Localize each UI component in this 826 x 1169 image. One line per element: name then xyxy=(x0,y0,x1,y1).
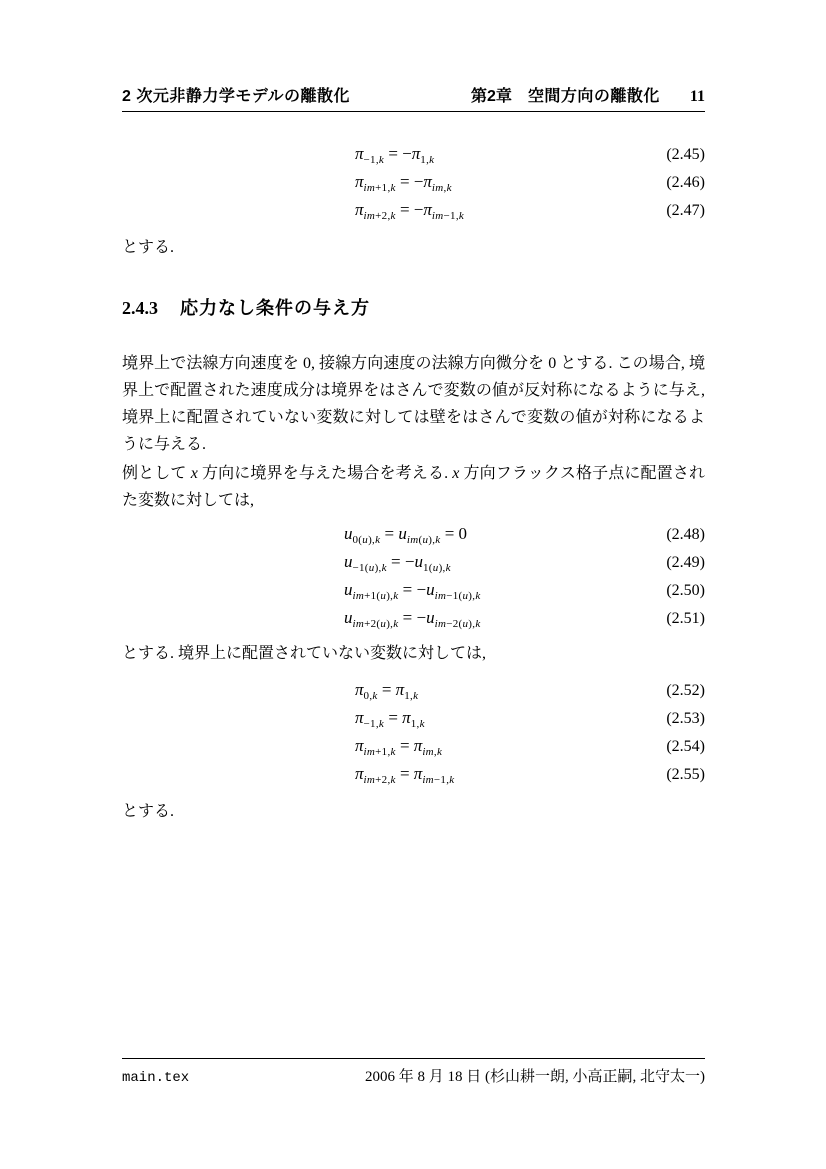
math-token: u xyxy=(426,579,435,599)
math-token: 方向フラックス格子点に配置された変数に対しては, xyxy=(122,465,705,509)
equation-row xyxy=(122,577,705,605)
section-number: 2.4.3 xyxy=(122,298,158,318)
math-token: = xyxy=(377,679,396,699)
math-subscript: +1, xyxy=(375,181,391,194)
math-subscript: ), xyxy=(374,561,382,574)
math-subscript: k xyxy=(390,773,396,786)
math-token: π xyxy=(355,763,364,783)
footer-filename: main.tex xyxy=(122,1070,190,1086)
math-token: u xyxy=(344,551,353,571)
math-token: π xyxy=(411,143,421,163)
equation-number: (2.52) xyxy=(666,682,705,699)
math-subscript: −1, xyxy=(363,717,379,730)
math-subscript: 0, xyxy=(363,689,373,702)
math-token: π xyxy=(355,679,364,699)
math-subscript: k xyxy=(475,617,481,630)
equation-number: (2.55) xyxy=(666,766,705,783)
math-token: = − xyxy=(386,551,415,571)
math-subscript: +2, xyxy=(375,773,391,786)
math-subscript: u xyxy=(380,617,387,630)
math-subscript: u xyxy=(462,589,469,602)
math-token: = 0 xyxy=(440,523,468,543)
math-subscript: k xyxy=(429,153,435,166)
math-subscript: ), xyxy=(428,533,436,546)
running-head-left: 2 次元非静力学モデルの離散化 xyxy=(122,88,351,105)
math-subscript: k xyxy=(393,589,399,602)
math-subscript: im xyxy=(431,181,444,194)
paragraph-body-2 xyxy=(122,460,705,514)
equation-body xyxy=(122,553,451,574)
equation-row xyxy=(122,605,705,633)
math-token: u xyxy=(414,551,423,571)
math-subscript: u xyxy=(432,561,439,574)
math-subscript: −1, xyxy=(443,209,459,222)
math-token: π xyxy=(355,199,364,219)
equation-body xyxy=(122,173,452,194)
math-token: u xyxy=(344,607,353,627)
math-subscript: im xyxy=(352,589,365,602)
math-subscript: , xyxy=(443,181,447,194)
math-subscript: k xyxy=(390,209,396,222)
equation-body xyxy=(122,709,425,730)
math-subscript: k xyxy=(378,717,385,730)
section-heading xyxy=(122,296,705,320)
math-subscript: k xyxy=(436,745,443,758)
math-token: x xyxy=(452,465,460,482)
chapter-label: 第2章 xyxy=(470,88,512,105)
footer-date-authors: 2006 年 8 月 18 日 (杉山耕一朗, 小高正嗣, 北守太一) xyxy=(365,1069,705,1085)
math-subscript: ( xyxy=(418,533,423,546)
equation-row xyxy=(122,197,705,225)
math-subscript: k xyxy=(413,689,419,702)
math-subscript: −1( xyxy=(446,589,463,602)
equation-number: (2.49) xyxy=(666,554,705,571)
math-subscript: 0( xyxy=(352,533,363,546)
math-token: = − xyxy=(398,579,427,599)
math-subscript: k xyxy=(449,773,455,786)
math-token: u xyxy=(426,607,435,627)
equation-number: (2.48) xyxy=(666,526,705,543)
math-subscript: k xyxy=(390,745,396,758)
equation-group-u-flux xyxy=(122,521,705,633)
math-subscript: im xyxy=(363,181,376,194)
math-subscript: k xyxy=(458,209,465,222)
equation-body xyxy=(122,581,481,602)
math-token: π xyxy=(355,735,364,755)
math-subscript: −1, xyxy=(433,773,450,786)
section-title: 応力なし条件の与え方 xyxy=(180,298,370,318)
math-subscript: k xyxy=(446,181,452,194)
equation-body xyxy=(122,525,467,546)
math-token: π xyxy=(402,707,411,727)
math-token: 例として xyxy=(122,465,191,482)
paragraph-tosuru-3: とする. xyxy=(122,803,175,820)
math-subscript: , xyxy=(433,745,437,758)
math-token: = xyxy=(384,707,403,727)
math-subscript: k xyxy=(393,617,399,630)
math-subscript: ), xyxy=(468,589,476,602)
math-subscript: ), xyxy=(438,561,446,574)
math-subscript: im xyxy=(431,209,444,222)
math-subscript: 1( xyxy=(422,561,433,574)
math-subscript: k xyxy=(378,153,385,166)
math-subscript: im xyxy=(352,617,365,630)
page-footer xyxy=(122,1058,705,1086)
math-subscript: +2, xyxy=(375,209,391,222)
paragraph-body-1: 境界上で法線方向速度を 0, 接線方向速度の法線方向微分を 0 とする. この場合, 境界上で配置された速度成分は境界をはさんで変数の値が反対称になるように与え, 境界上に配置されていない変数に対しては壁をはさんで変数の値が対称になるように与える. xyxy=(122,355,705,453)
math-token: π xyxy=(355,707,364,727)
equation-body xyxy=(122,681,418,702)
math-subscript: k xyxy=(475,589,481,602)
equation-body xyxy=(122,737,442,758)
math-subscript: ), xyxy=(386,617,394,630)
math-token: π xyxy=(355,143,364,163)
equation-row xyxy=(122,733,705,761)
equation-group-pi-symmetric xyxy=(122,677,705,789)
math-subscript: u xyxy=(422,533,429,546)
math-subscript: k xyxy=(381,561,387,574)
equation-number: (2.53) xyxy=(666,710,705,727)
paragraph-tosuru-2: とする. 境界上に配置されていない変数に対しては, xyxy=(122,645,487,662)
equation-row xyxy=(122,677,705,705)
equation-number: (2.50) xyxy=(666,582,705,599)
paragraph-tosuru-1: とする. xyxy=(122,239,175,256)
page-number: 11 xyxy=(689,88,705,105)
equation-row xyxy=(122,761,705,789)
math-token: π xyxy=(395,679,405,699)
math-subscript: 1, xyxy=(410,717,420,730)
equation-row xyxy=(122,705,705,733)
math-subscript: ), xyxy=(386,589,394,602)
math-subscript: 1, xyxy=(420,153,430,166)
math-subscript: −1( xyxy=(352,561,369,574)
page-header xyxy=(122,83,705,112)
math-token: u xyxy=(344,579,353,599)
math-subscript: ), xyxy=(468,617,476,630)
equation-body xyxy=(122,201,464,222)
equation-number: (2.47) xyxy=(666,202,705,219)
math-subscript: im xyxy=(363,745,376,758)
math-subscript: im xyxy=(422,745,434,758)
math-subscript: k xyxy=(372,689,378,702)
running-head-right xyxy=(471,83,705,106)
math-subscript: im xyxy=(363,773,376,786)
math-token: = − xyxy=(398,607,427,627)
equation-number: (2.51) xyxy=(666,610,705,627)
equation-row xyxy=(122,549,705,577)
math-token: = xyxy=(395,763,414,783)
math-token: π xyxy=(423,199,432,219)
math-token: = − xyxy=(395,171,424,191)
equation-body xyxy=(122,765,454,786)
math-subscript: u xyxy=(368,561,375,574)
math-subscript: k xyxy=(375,533,381,546)
equation-row xyxy=(122,169,705,197)
math-token: = − xyxy=(384,143,412,163)
math-subscript: im xyxy=(406,533,419,546)
math-subscript: im xyxy=(434,617,447,630)
equation-number: (2.45) xyxy=(666,146,705,163)
math-subscript: −2( xyxy=(446,617,463,630)
math-token: = xyxy=(380,523,399,543)
math-subscript: −1, xyxy=(363,153,379,166)
math-token: π xyxy=(413,763,423,783)
equation-row xyxy=(122,141,705,169)
equation-body xyxy=(122,609,481,630)
math-subscript: u xyxy=(462,617,469,630)
math-token: = − xyxy=(395,199,424,219)
math-token: 方向に境界を与えた場合を考える. xyxy=(197,465,453,482)
math-subscript: k xyxy=(445,561,451,574)
math-subscript: im xyxy=(434,589,447,602)
math-token: u xyxy=(398,523,407,543)
math-subscript: ), xyxy=(368,533,376,546)
math-subscript: 1, xyxy=(404,689,414,702)
math-token: π xyxy=(413,735,423,755)
math-subscript: +2( xyxy=(364,617,381,630)
equation-row xyxy=(122,521,705,549)
equation-number: (2.54) xyxy=(666,738,705,755)
math-token: π xyxy=(423,171,432,191)
math-subscript: u xyxy=(362,533,369,546)
math-token: = xyxy=(395,735,414,755)
math-subscript: +1, xyxy=(375,745,391,758)
math-subscript: im xyxy=(422,773,434,786)
math-subscript: +1( xyxy=(364,589,381,602)
chapter-title: 空間方向の離散化 xyxy=(527,88,660,105)
math-token: x xyxy=(190,465,198,482)
math-token: u xyxy=(344,523,353,543)
math-subscript: k xyxy=(390,181,396,194)
math-subscript: u xyxy=(380,589,387,602)
equation-number: (2.46) xyxy=(666,174,705,191)
math-subscript: k xyxy=(435,533,441,546)
equation-group-pi-antisymmetric xyxy=(122,141,705,225)
math-subscript: im xyxy=(363,209,376,222)
math-subscript: k xyxy=(419,717,425,730)
equation-body xyxy=(122,145,434,166)
math-token: π xyxy=(355,171,364,191)
